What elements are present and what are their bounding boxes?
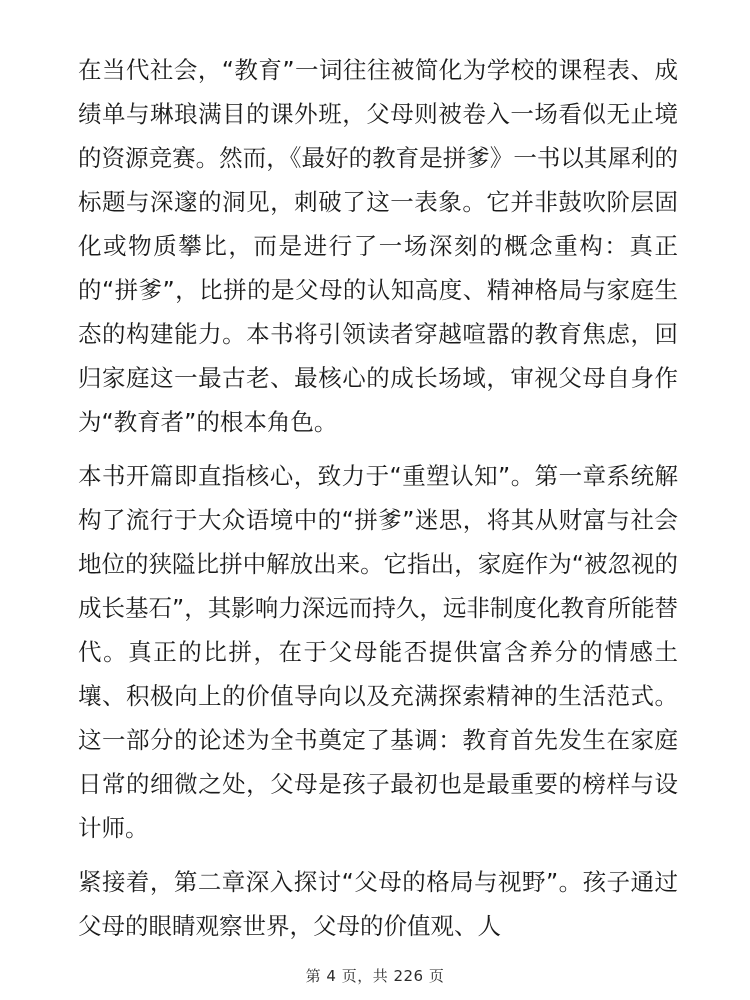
paragraph-2: 本书开篇即直指核心，致力于“重塑认知”。第一章系统解构了流行于大众语境中的“拼爹”迷思，将其从财富与社会地位的狭隘比拼中解放出来。它指出，家庭作为“被忽视的成长基石”，其影响力深远而持久，远非制度化教育所能替代。真正的比拼，在于父母能否提供富含养分的情感土壤、积极向上的价值导向以及充满探索精神的生活范式。这一部分的论述为全书奠定了基调：教育首先发生在家庭日常的细微之处，父母是孩子最初也是最重要的榜样与设计师。 (78, 462, 678, 842)
paragraph-1: 在当代社会，“教育”一词往往被简化为学校的课程表、成绩单与琳琅满目的课外班，父母则被卷入一场看似无止境的资源竞赛。然而，《最好的教育是拼爹》一书以其犀利的标题与深邃的洞见，刺破了这一表象。它并非鼓吹阶层固化或物质攀比，而是进行了一场深刻的概念重构：真正的“拼爹”，比拼的是父母的认知高度、精神格局与家庭生态的构建能力。本书将引领读者穿越喧嚣的教育焦虑，回归家庭这一最古老、最核心的成长场域，审视父母自身作为“教育者”的根本角色。 (78, 56, 678, 436)
page-number-footer: 第 4 页，共 226 页 (305, 967, 445, 985)
paragraph-3: 紧接着，第二章深入探讨“父母的格局与视野”。孩子通过父母的眼睛观察世界，父母的价值观、人 (78, 868, 678, 940)
page-body (78, 48, 678, 948)
